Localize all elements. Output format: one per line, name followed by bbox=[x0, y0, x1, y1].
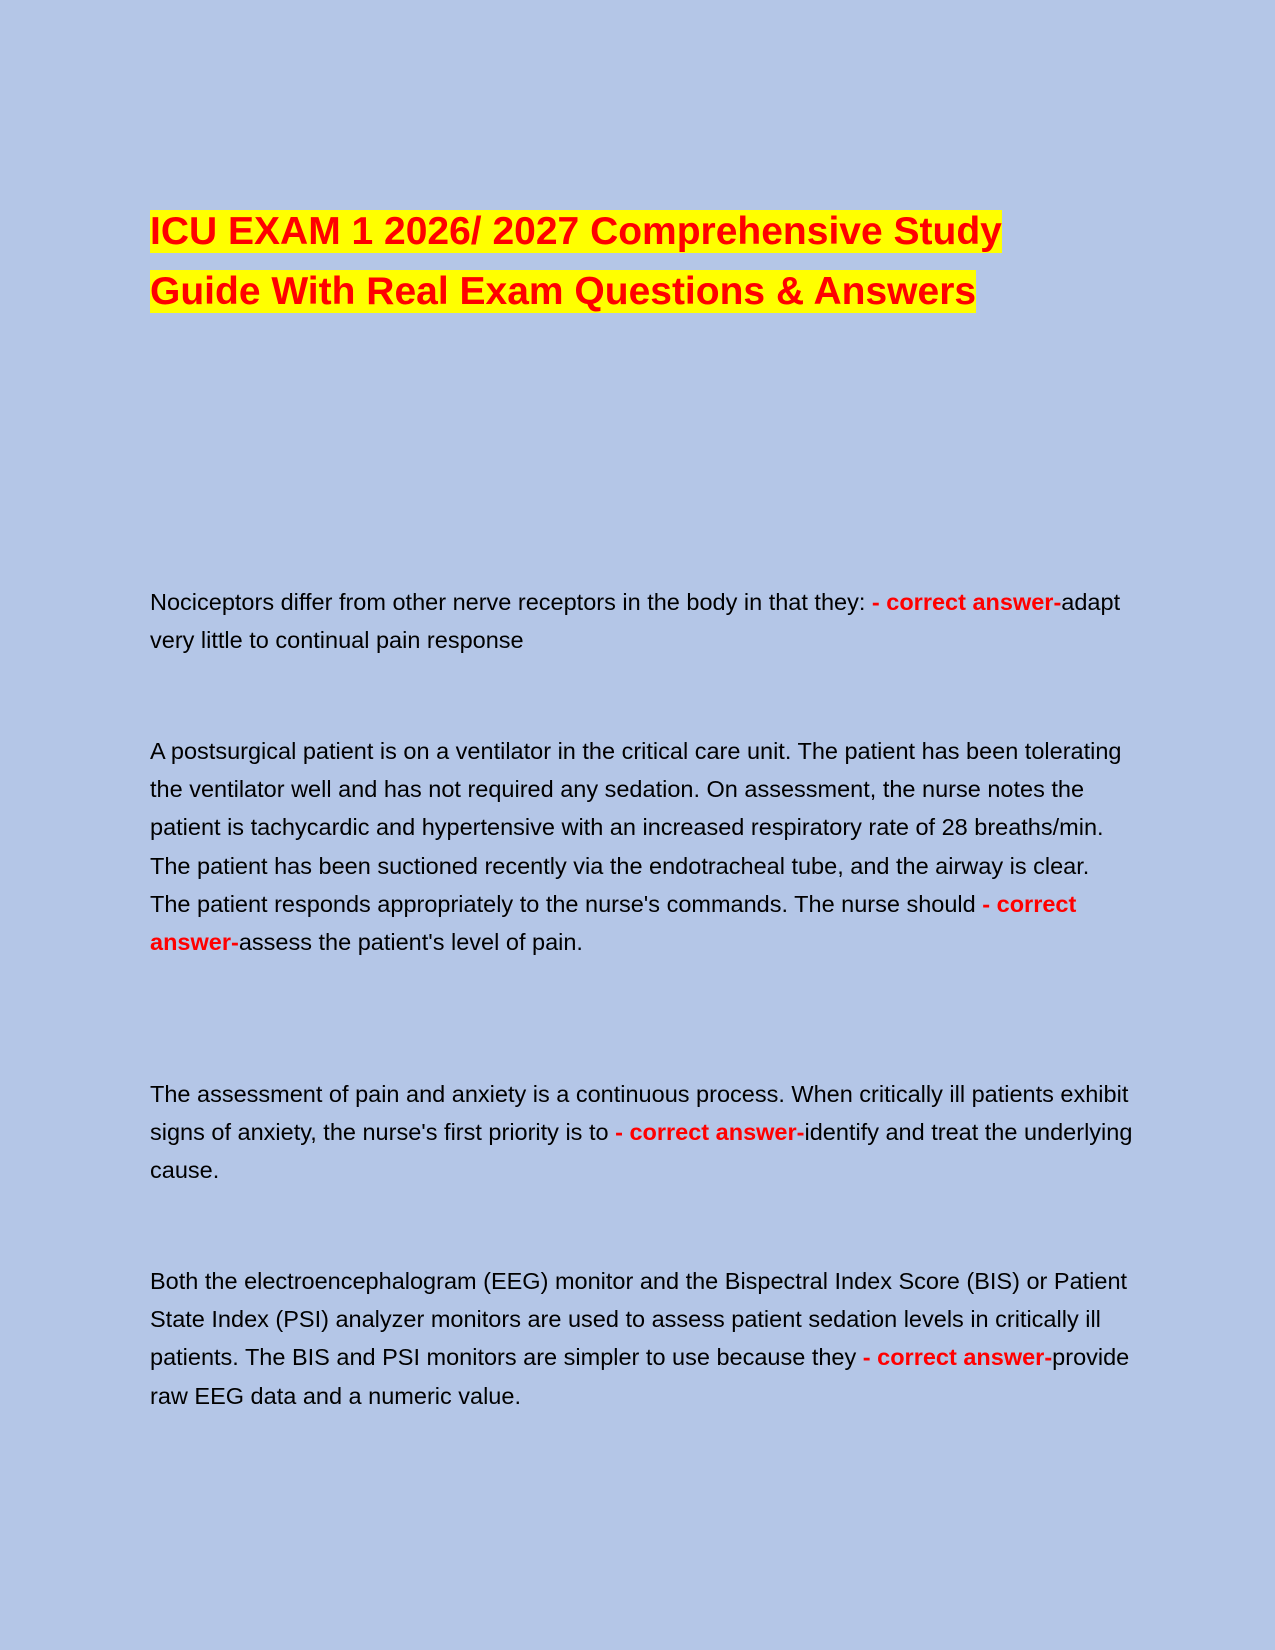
question-text: A postsurgical patient is on a ventilator in the critical care unit. The patient has been tolerating the ventilator well and has not required any sedation. On assessment, the nurse notes the patient is tachycardic and hypertensive with an increased respiratory rate of 28 breaths/min. The patient has been suctioned recently via the endotracheal tube, and the airway is clear. The patient responds appropriately to the nurse's commands. The nurse should bbox=[150, 738, 1122, 917]
qa-item bbox=[150, 1075, 1135, 1190]
document-title-text: ICU EXAM 1 2026/ 2027 Comprehensive Study Guide With Real Exam Questions & Answers bbox=[150, 210, 1002, 313]
qa-item bbox=[150, 1262, 1135, 1415]
correct-answer-marker: - correct answer- bbox=[150, 890, 1077, 956]
correct-answer-marker: - correct answer- bbox=[871, 589, 1062, 615]
answer-text: identify and treat the underlying cause. bbox=[150, 1119, 1133, 1184]
question-text: Nociceptors differ from other nerve receptors in the body in that they: bbox=[150, 589, 872, 615]
qa-item bbox=[150, 732, 1135, 961]
document-page bbox=[150, 0, 1135, 1650]
question-text: Both the electroencephalogram (EEG) monitor and the Bispectral Index Score (BIS) or Patient State Index (PSI) analyzer monitors are used to assess patient sedation levels in critically ill patients. The BIS and PSI monitors are simpler to use because they bbox=[150, 1268, 1128, 1371]
answer-text: provide raw EEG data and a numeric value. bbox=[150, 1344, 1130, 1409]
document-title bbox=[150, 202, 1050, 322]
answer-text: assess the patient's level of pain. bbox=[238, 929, 583, 956]
answer-text: adapt very little to continual pain response bbox=[150, 589, 1121, 654]
question-text: The assessment of pain and anxiety is a continuous process. When critically ill patients exhibit signs of anxiety, the nurse's first priority is to bbox=[150, 1081, 1129, 1146]
correct-answer-marker: - correct answer- bbox=[862, 1344, 1053, 1371]
qa-item bbox=[150, 583, 1135, 659]
correct-answer-marker: - correct answer- bbox=[615, 1119, 805, 1146]
